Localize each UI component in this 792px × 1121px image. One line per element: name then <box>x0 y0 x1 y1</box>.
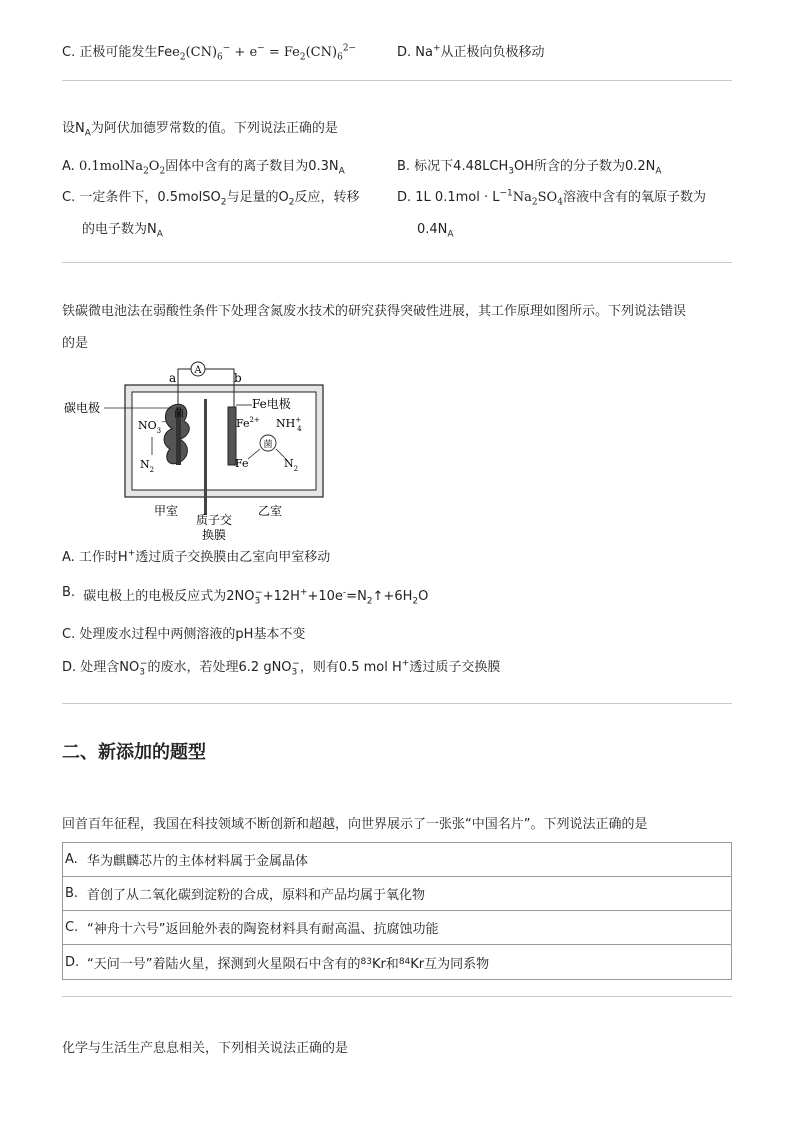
ammeter-label: A <box>194 365 202 376</box>
q1-option-d: D. Na+从正极向负极移动 <box>397 43 545 60</box>
carbon-electrode-label: 碳电极 <box>64 401 101 415</box>
q1-option-c: C. 正极可能发生$Fee_2(CN)_6^- + e^- = Fe_2(CN)_6^{2-}$ <box>62 43 357 63</box>
q3-option-d: D. 处理含$NO_3^-$的废水，若处理6.2 gNO$_3$−，则有0.5 mol H+透过质子交换膜 <box>62 658 501 678</box>
room-jia: 甲室 <box>154 504 179 518</box>
q3-stem-line1: 铁碳微电池法在弱酸性条件下处理含氮废水技术的研究获得突破性进展，其工作原理如图所示。下列说法错误 <box>62 304 687 319</box>
q3-stem-line2: 的是 <box>62 336 89 351</box>
bacteria-label-left: 菌 <box>174 409 184 420</box>
q2-option-b: B. 标况下$4.48LCH_3OH$所含的分子数为$0.2N_A$ <box>397 159 662 177</box>
q4-stem: 回首百年征程，我国在科技领域不断创新和超越，向世界展示了一张张“中国名片”。下列说法正确的是 <box>62 817 648 832</box>
q3-option-c: C. 处理废水过程中两侧溶液的pH基本不变 <box>62 627 306 642</box>
label-b: b <box>234 371 242 385</box>
q2-option-a: A. $0.1molNa_2O_2$固体中含有的离子数目为$0.3N_A$ <box>62 159 345 177</box>
q2-option-d: D. 1L $0.1mol \cdot L^{-1}Na_2SO_4$溶液中含有的氧原子数为 <box>397 188 706 208</box>
fe-electrode-label: Fe电极 <box>252 397 291 411</box>
nitrate-left: $NO_3^-$ <box>138 418 167 435</box>
q4-option-c: C. “神舟十六号”返回舱外表的陶瓷材料具有耐高温、抗腐蚀功能 <box>63 911 731 945</box>
divider <box>62 996 732 997</box>
membrane-label-2: 换膜 <box>202 528 227 542</box>
q2-stem: 设$N_A$为阿伏加德罗常数的值。下列说法正确的是 <box>62 121 338 139</box>
fe-solid: Fe <box>235 457 249 470</box>
q2-option-c-cont: 的电子数为$N_A$ <box>82 222 163 240</box>
n2-left: $N_2$ <box>140 458 155 474</box>
divider <box>62 262 732 263</box>
section-title: 二、新添加的题型 <box>62 742 206 763</box>
divider <box>62 703 732 704</box>
q3-option-b: B. 碳电极上的电极反应式为$2NO_3^-+12H^++10e^-=N_2↑+6H_2O$ <box>62 585 429 607</box>
membrane-label-1: 质子交 <box>196 513 233 527</box>
room-yi: 乙室 <box>258 504 283 518</box>
ammonium-ion: NH+ 4 <box>276 416 302 433</box>
formula: $e_2(CN)_6^- + e^- = Fe_2(CN)_6^{2-}$ <box>172 43 357 63</box>
divider <box>62 80 732 81</box>
q5-stem: 化学与生活生产息息相关，下列相关说法正确的是 <box>62 1041 349 1056</box>
q2-option-c: C. 一定条件下，0.5molSO$_2$与足量的$O_2$反应，转移 <box>62 190 360 208</box>
electrolysis-diagram <box>62 355 342 545</box>
q3-option-a: A. 工作时H+透过质子交换膜由乙室向甲室移动 <box>62 548 331 565</box>
q4-option-a: A. 华为麒麟芯片的主体材料属于金属晶体 <box>63 843 731 877</box>
q4-option-d: D. “天问一号”着陆火星，探测到火星陨石中含有的 83 Kr和 84 Kr互为同系物 <box>65 954 490 972</box>
q4-options-table <box>62 842 732 980</box>
label-a: a <box>169 371 177 385</box>
proton-membrane <box>204 399 207 515</box>
n2-right: $N_2$ <box>284 457 299 473</box>
fe2-ion: $Fe^{2+}$ <box>236 416 260 430</box>
q4-option-b: B. 首创了从二氧化碳到淀粉的合成，原料和产品均属于氧化物 <box>63 877 731 911</box>
bacteria-label-right: 菌 <box>263 440 273 450</box>
q2-option-d-cont: $0.4N_A$ <box>417 222 454 240</box>
